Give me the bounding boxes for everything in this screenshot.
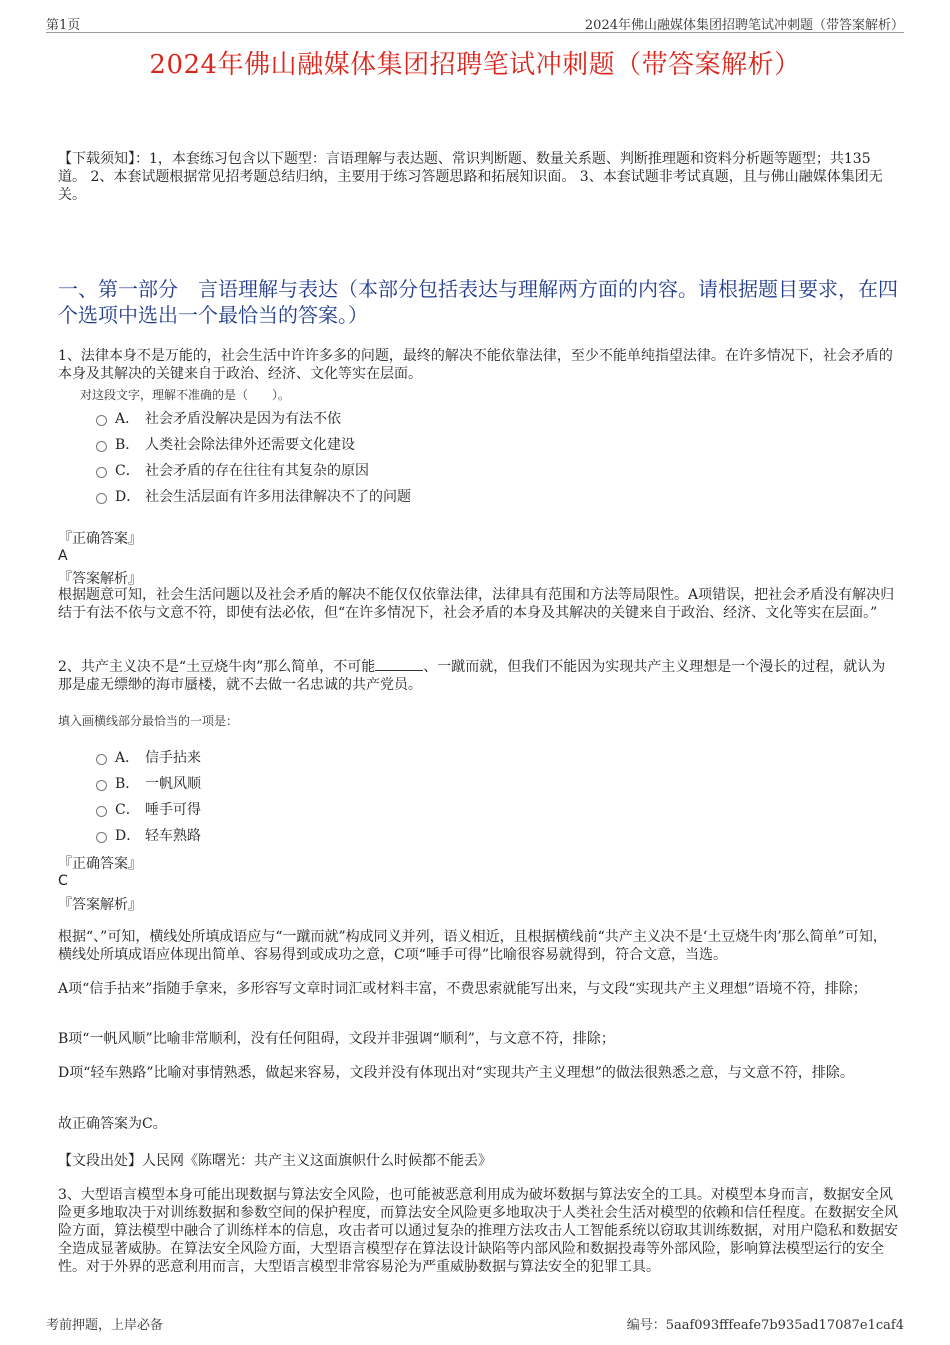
q2-option-c[interactable] [96,798,201,820]
q2-analysis-option-a: A项“信手拈来”指随手拿来，多形容写文章时词汇或材料丰富，不费思索就能写出来，与文段“实现共产主义理想”语境不符，排除； [58,981,867,997]
option-letter: C． [115,463,140,479]
q2-analysis-option-b: B项“一帆风顺”比喻非常顺利，没有任何阻碍，文段并非强调“顺利”，与文意不符，排除； [58,1031,615,1047]
q2-option-a[interactable] [96,746,201,768]
q2-stem-part-a: 2、共产主义决不是“土豆烧牛肉”那么简单，不可能 [58,659,376,675]
radio-icon[interactable] [96,780,107,791]
option-letter: C． [115,802,140,818]
header-divider [46,32,904,33]
radio-icon[interactable] [96,806,107,817]
option-text: 社会生活层面有许多用法律解决不了的问题 [145,489,411,505]
option-text: 信手拈来 [145,750,201,766]
option-text: 唾手可得 [145,802,201,818]
q2-answer: C [58,873,68,889]
q2-option-d[interactable] [96,824,201,846]
q1-option-d[interactable] [96,485,411,507]
q2-analysis-label: 『答案解析』 [58,897,142,913]
option-text: 轻车熟路 [145,828,201,844]
option-text: 一帆风顺 [145,776,201,792]
q2-prompt: 填入画横线部分最恰当的一项是： [58,714,239,728]
option-letter: D． [115,489,141,505]
q1-stem: 1、法律本身不是万能的，社会生活中许许多多的问题，最终的解决不能依靠法律，至少不能单纯指望法律。在许多情况下，社会矛盾的本身及其解决的关键来自于政治、经济、文化等实在层面。 [58,348,893,382]
option-text: 社会矛盾的存在往往有其复杂的原因 [145,463,369,479]
radio-icon[interactable] [96,493,107,504]
radio-icon[interactable] [96,467,107,478]
header-page-number: 第1页 [46,18,81,33]
page-title: 2024年佛山融媒体集团招聘笔试冲刺题（带答案解析） [149,50,801,80]
download-notice: 【下载须知】：1，本套练习包含以下题型：言语理解与表达题、常识判断题、数量关系题、判断推理题和资料分析题等题型；共135道。 2、本套试题根据常见招考题总结归纳，主要用于练习答题思路和拓展知识面。 3、本套试题非考试真题，且与佛山融媒体集团无关。 [58,151,883,203]
q2-source: 【文段出处】人民网《陈曙光：共产主义这面旗帜什么时候都不能丢》 [58,1153,492,1169]
option-letter: B． [115,776,140,792]
option-text: 社会矛盾没解决是因为有法不依 [145,411,341,427]
q2-option-b[interactable] [96,772,201,794]
q1-option-c[interactable] [96,459,369,481]
q2-answer-label: 『正确答案』 [58,856,142,872]
q2-conclusion: 故正确答案为C。 [58,1116,167,1132]
radio-icon[interactable] [96,441,107,452]
q2-analysis-main: 根据“、”可知，横线处所填成语应与“一蹴而就”构成同义并列，语义相近，且根据横线前“共产主义决不是‘土豆烧牛肉’那么简单”可知，横线处所填成语应体现出简单、容易得到或成功之意，C项“唾手可得”比喻很容易就得到，符合文意，当选。 [58,929,887,963]
q1-prompt: 对这段文字，理解不准确的是（ ）。 [80,388,291,402]
q2-stem-part-b: 、一蹴而就，但我们不能因为实现共产主义理想是一个漫长的过程，就认为那是虚无缥缈的海市蜃楼，就不去做一名忠诚的共产党员。 [58,659,886,693]
option-letter: A． [115,411,140,427]
option-text: 人类社会除法律外还需要文化建设 [145,437,355,453]
radio-icon[interactable] [96,754,107,765]
option-letter: A． [115,750,140,766]
q1-answer: A [58,548,68,564]
q1-option-b[interactable] [96,433,355,455]
section-title: 一、第一部分 言语理解与表达（本部分包括表达与理解两方面的内容。请根据题目要求，在四个选项中选出一个最恰当的答案。） [58,277,898,327]
footer-slogan: 考前押题，上岸必备 [46,1318,164,1333]
q1-analysis: 根据题意可知，社会生活问题以及社会矛盾的解决不能仅仅依靠法律，法律具有范围和方法等局限性。A项错误，把社会矛盾没有解决归结于有法不依与文意不符，即使有法必依，但“在许多情况下，社会矛盾的本身及其解决的关键来自于政治、经济、文化等实在层面。” [58,587,895,621]
radio-icon[interactable] [96,415,107,426]
fill-blank [375,670,423,671]
q3-stem: 3、大型语言模型本身可能出现数据与算法安全风险，也可能被恶意利用成为破坏数据与算法安全的工具。对模型本身而言，数据安全风险更多地取决于对训练数据和参数空间的保护程度，而算法安全风险更多地取决于人类社会生活对模型的依赖和信任程度。在数据安全风险方面，算法模型中融合了训练样本的信息，攻击者可以通过复杂的推理方法攻击人工智能系统以窃取其训练数据，对用户隐私和数据安全造成显著威胁。在算法安全风险方面，大型语言模型存在算法设计缺陷等内部风险和数据投毒等外部风险，影响算法模型运行的安全性。对于外界的恶意利用而言，大型语言模型非常容易沦为严重威胁数据与算法安全的犯罪工具。 [58,1187,898,1275]
q1-option-a[interactable] [96,407,341,429]
option-letter: B． [115,437,140,453]
q2-analysis-option-d: D项“轻车熟路”比喻对事情熟悉，做起来容易，文段并没有体现出对“实现共产主义理想”的做法很熟悉之意，与文意不符，排除。 [58,1065,854,1081]
q2-stem [58,658,898,694]
q1-answer-label: 『正确答案』 [58,531,142,547]
footer-doc-id: 编号：5aaf093fffeafe7b935ad17087e1caf4 [626,1318,904,1333]
header-doc-title: 2024年佛山融媒体集团招聘笔试冲刺题（带答案解析） [584,18,904,33]
q1-analysis-label: 『答案解析』 [58,571,142,587]
option-letter: D． [115,828,141,844]
radio-icon[interactable] [96,832,107,843]
